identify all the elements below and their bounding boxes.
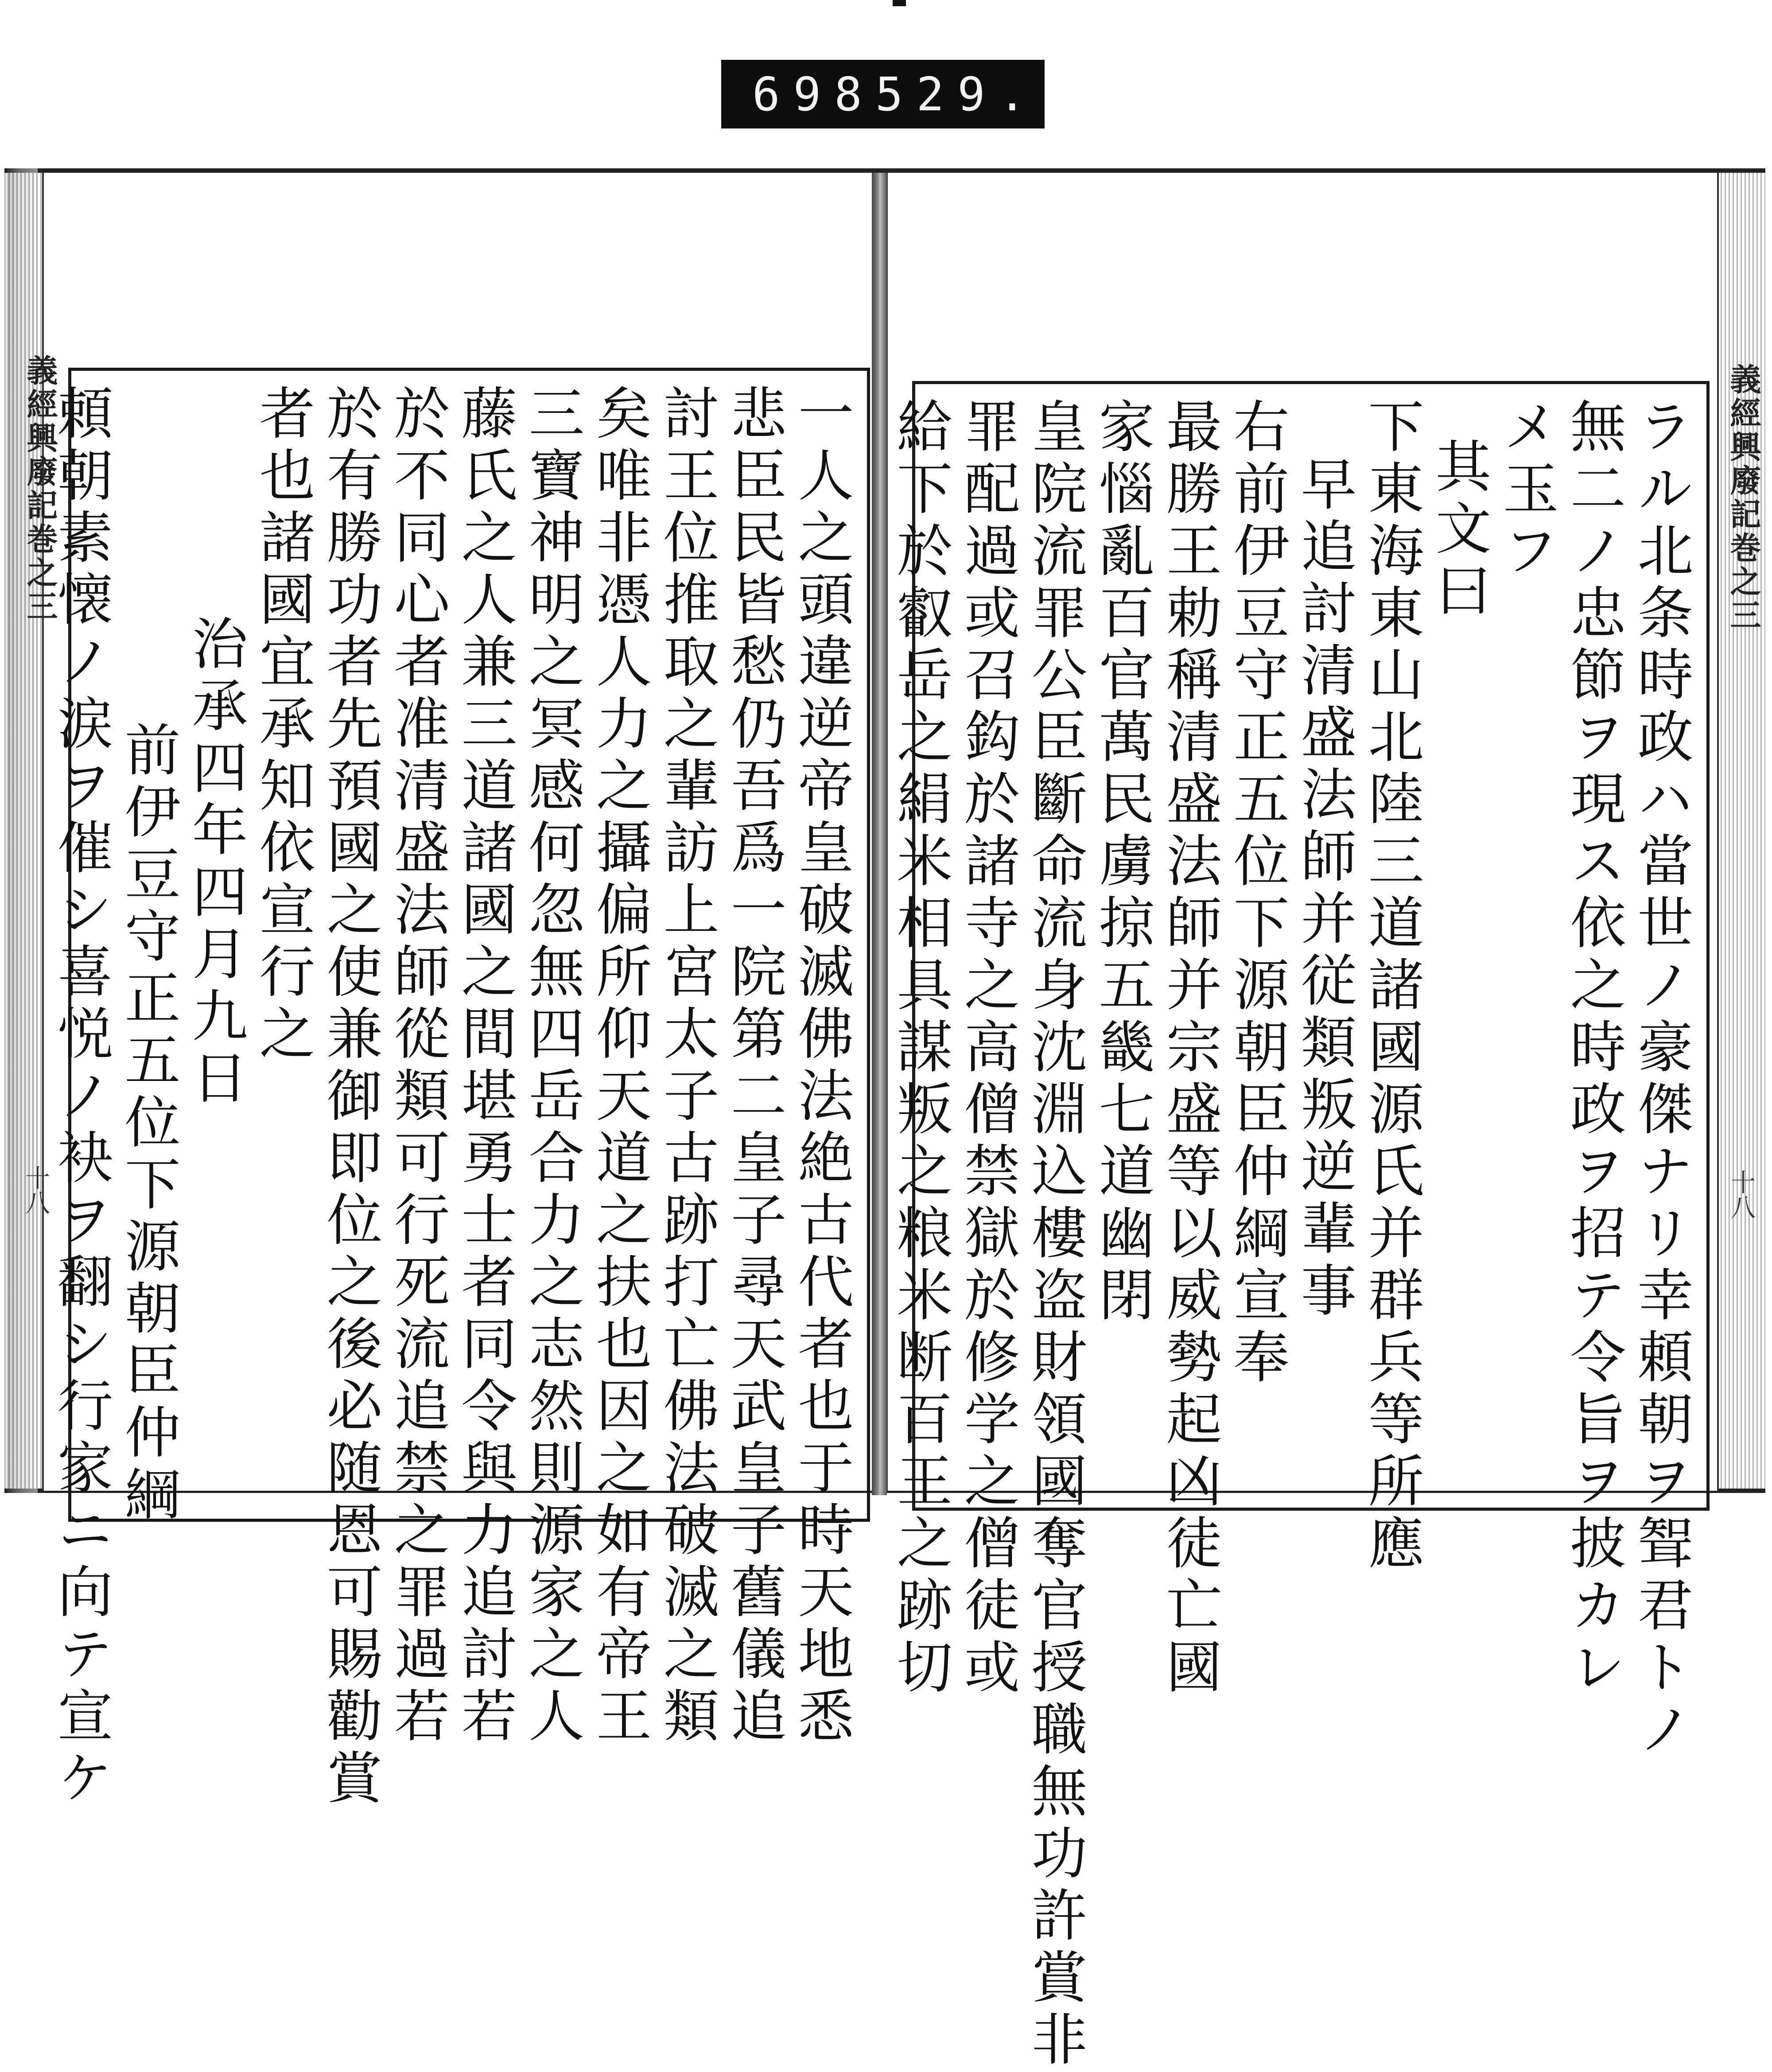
right-page	[886, 173, 1719, 2072]
left-running-title: 義經興廢記巻之三	[22, 354, 58, 624]
text-column: 於有勝功者先預國之使兼御即位之後必随恩可賜勸賞	[318, 384, 383, 1811]
text-column: 無二ノ忠節ヲ現ス依之時政ヲ招テ令旨ヲ披カレ	[1561, 397, 1626, 1700]
left-text-columns	[48, 384, 854, 1811]
left-folio-number: 十八	[21, 1165, 50, 1215]
right-text-columns	[888, 397, 1694, 2072]
right-text-frame	[888, 381, 1710, 2072]
text-column: 一人之頭違逆帝皇破滅佛法絶古代者也于時天地悉	[789, 384, 854, 1749]
text-column: 討王位推取之輩訪上宮太子古跡打亡佛法破滅之類	[654, 384, 719, 1749]
top-edge-mark	[893, 0, 906, 6]
text-column: 最勝王勅稱清盛法師并宗盛等以威勢起凶徒亡國	[1157, 397, 1222, 1700]
date-column: 治承四年四月九日	[183, 614, 248, 1111]
text-column: 於不同心者准清盛法師從類可行死流追禁之罪過若	[385, 384, 450, 1749]
right-running-title: 義經興廢記巻之三	[1725, 363, 1762, 633]
book-spine	[872, 173, 887, 1495]
text-column: 家惱亂百官萬民虜掠五畿七道幽閉	[1090, 397, 1155, 1328]
left-page	[42, 173, 875, 1811]
text-column: ラル北条時政ハ當世ノ豪傑ナリ幸頼朝ヲ聟君トノ	[1628, 397, 1694, 1762]
right-folio-number: 十八	[1727, 1170, 1756, 1219]
text-column: 給下於叡岳之絹米相具謀叛之粮米断百王之跡切	[888, 397, 953, 1700]
text-column: 者也諸國宜承知依宣行之	[250, 384, 315, 1066]
text-column: 早追討清盛法師并従類叛逆輩事	[1292, 455, 1357, 1323]
text-column: 右前伊豆守正五位下源朝臣仲綱宣奉	[1224, 397, 1290, 1390]
text-column: 皇院流罪公臣斷命流身沈淵込樓盗財領國奪官授職無功許賞非	[1022, 397, 1088, 2072]
signature-column: 前伊豆守正五位下源朝臣仲綱	[116, 721, 181, 1527]
text-column: 藤氏之人兼三道諸國之間堪勇士者同令與力追討若	[452, 384, 517, 1749]
stamp-number-right: 529.	[875, 67, 1040, 121]
text-column: 矣唯非憑人力之攝偏所仰天道之扶也因之如有帝王	[587, 384, 652, 1749]
archive-number-stamp	[721, 60, 1045, 128]
text-column: 罪配過或召鈎於諸寺之高僧禁獄於修学之僧徒或	[955, 397, 1020, 1700]
left-text-frame	[48, 368, 870, 1811]
text-column: 三寶神明之冥感何忽無四岳合力之志然則源家之人	[520, 384, 585, 1749]
text-column: 下東海東山北陸三道諸國源氏并群兵等所應	[1359, 397, 1424, 1576]
stamp-number-left: 698	[752, 67, 875, 121]
text-column: 頼朝素懐ノ涙ヲ催シ喜悦ノ袂ヲ翻シ行家ニ向テ宣ケ	[48, 384, 113, 1811]
heading-column: 其文曰	[1426, 437, 1492, 623]
text-column: メ玉フ	[1494, 397, 1559, 583]
text-column: 悲臣民皆愁仍吾爲一院第二皇子尋天武皇子舊儀追	[722, 384, 787, 1749]
